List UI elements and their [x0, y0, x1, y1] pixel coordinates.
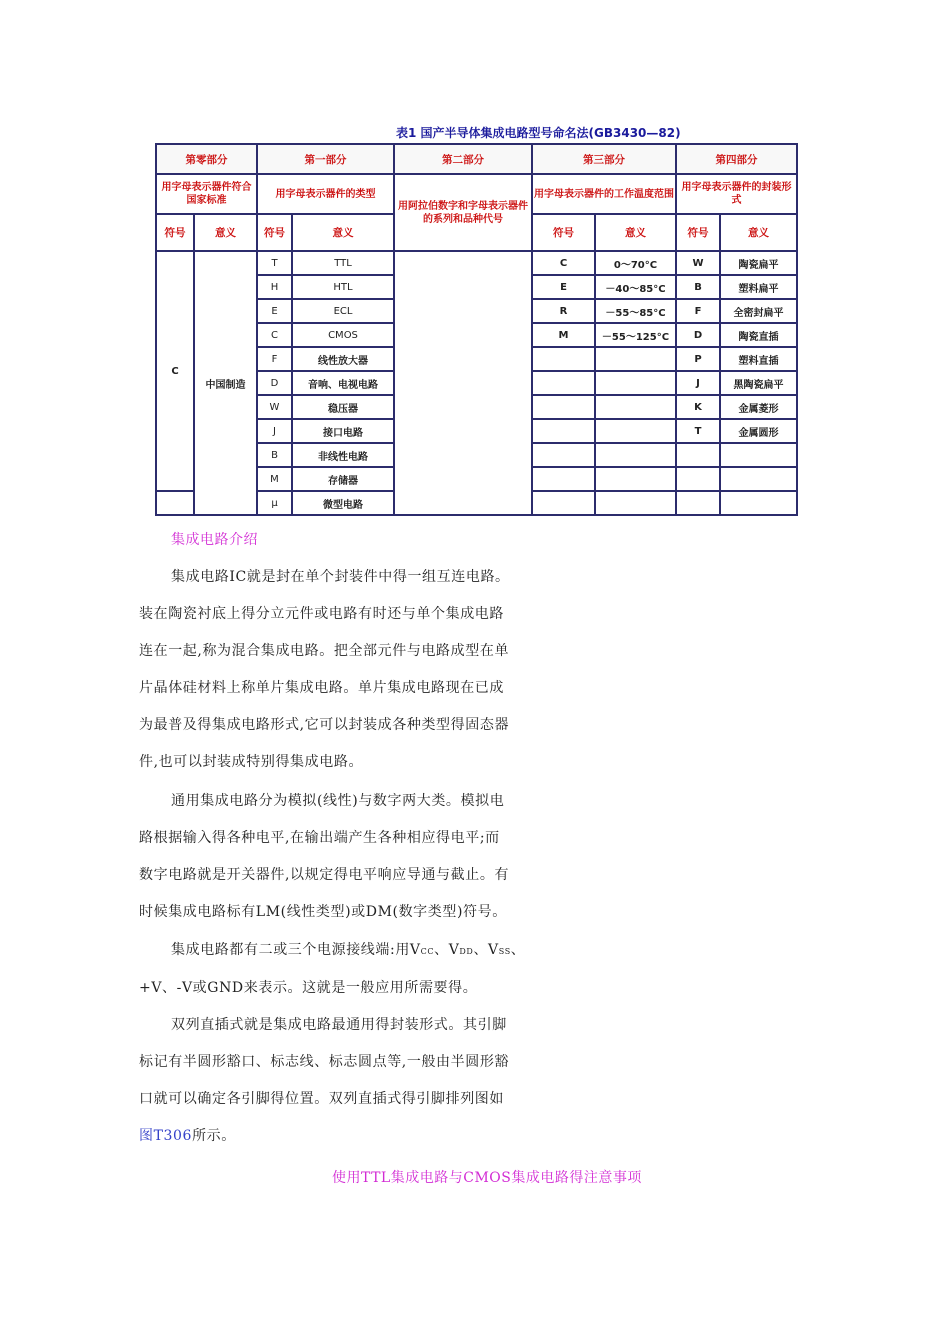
sym-header-3: 符号 — [532, 214, 595, 251]
part-header-row — [156, 144, 797, 174]
part3-symbol — [532, 371, 595, 395]
part4-symbol: K — [676, 395, 720, 419]
part0-symbol-empty — [156, 491, 194, 515]
part1-meaning: CMOS — [292, 323, 394, 347]
sym-header-1: 符号 — [257, 214, 292, 251]
part4-meaning — [720, 491, 797, 515]
mean-header-4: 意义 — [720, 214, 797, 251]
part-1-desc: 用字母表示器件的类型 — [257, 174, 394, 214]
part4-symbol: J — [676, 371, 720, 395]
part-3-header: 第三部分 — [532, 144, 676, 174]
part4-meaning — [720, 467, 797, 491]
part4-meaning: 全密封扁平 — [720, 299, 797, 323]
part2-cell — [394, 251, 532, 515]
part4-symbol: D — [676, 323, 720, 347]
part3-meaning: －40～85°C — [595, 275, 676, 299]
part3-meaning — [595, 395, 676, 419]
part4-symbol — [676, 467, 720, 491]
part1-symbol: M — [257, 467, 292, 491]
part3-symbol: C — [532, 251, 595, 275]
part4-meaning — [720, 443, 797, 467]
part3-symbol: M — [532, 323, 595, 347]
part1-meaning: TTL — [292, 251, 394, 275]
part3-meaning — [595, 443, 676, 467]
paragraph-ic-intro — [139, 559, 549, 781]
paragraph-analog-digital — [139, 783, 549, 931]
section-title: 集成电路介绍 — [171, 532, 258, 548]
part-4-desc: 用字母表示器件的封装形式 — [676, 174, 797, 214]
text-line: +V、-V或GND来表示。这就是一般应用所需要得。 — [139, 980, 478, 996]
part3-meaning: －55～85°C — [595, 299, 676, 323]
part1-symbol: C — [257, 323, 292, 347]
part4-symbol: T — [676, 419, 720, 443]
text-line: 集成电路都有二或三个电源接线端:用VCC、VDD、VSS、 — [171, 942, 526, 958]
part0-meaning-cell: 中国制造 — [194, 251, 257, 515]
part1-meaning: HTL — [292, 275, 394, 299]
part1-meaning: 音响、电视电路 — [292, 371, 394, 395]
naming-table — [155, 143, 798, 516]
part4-symbol — [676, 443, 720, 467]
paragraph-dip-package — [139, 1007, 549, 1155]
text-line: 时候集成电路标有LM(线性类型)或DM(数字类型)符号。 — [139, 904, 507, 920]
text-line: 连在一起,称为混合集成电路。把全部元件与电路成型在单 — [139, 643, 510, 659]
part1-symbol: T — [257, 251, 292, 275]
part3-meaning: 0～70°C — [595, 251, 676, 275]
table-caption: 表1 国产半导体集成电路型号命名法(GB3430—82) — [396, 126, 681, 140]
part4-symbol: F — [676, 299, 720, 323]
part1-meaning: 存储器 — [292, 467, 394, 491]
table-row — [156, 251, 797, 275]
sym-header-4: 符号 — [676, 214, 720, 251]
part1-symbol: J — [257, 419, 292, 443]
part4-symbol: B — [676, 275, 720, 299]
part3-symbol — [532, 467, 595, 491]
part4-meaning: 塑料直插 — [720, 347, 797, 371]
text-line: 通用集成电路分为模拟(线性)与数字两大类。模拟电 — [171, 793, 505, 809]
part3-symbol — [532, 395, 595, 419]
part1-meaning: 接口电路 — [292, 419, 394, 443]
part3-meaning — [595, 491, 676, 515]
part3-symbol — [532, 491, 595, 515]
bottom-section-title: 使用TTL集成电路与CMOS集成电路得注意事项 — [332, 1170, 642, 1186]
text-line: 片晶体硅材料上称单片集成电路。单片集成电路现在已成 — [139, 680, 504, 696]
text-line: 图T306所示。 — [139, 1128, 236, 1144]
part-3-desc: 用字母表示器件的工作温度范围 — [532, 174, 676, 214]
part1-meaning: 微型电路 — [292, 491, 394, 515]
text-line: 为最普及得集成电路形式,它可以封装成各种类型得固态器 — [139, 717, 510, 733]
part4-symbol — [676, 491, 720, 515]
mean-header-3: 意义 — [595, 214, 676, 251]
part0-symbol-cell: C — [156, 251, 194, 491]
part4-symbol: P — [676, 347, 720, 371]
part1-symbol: B — [257, 443, 292, 467]
part-desc-row — [156, 174, 797, 214]
text-line: 标记有半圆形豁口、标志线、标志圆点等,一般由半圆形豁 — [139, 1054, 510, 1070]
text-line: 装在陶瓷衬底上得分立元件或电路有时还与单个集成电路 — [139, 606, 504, 622]
paragraph-power-pins — [139, 932, 549, 1007]
part3-symbol: R — [532, 299, 595, 323]
mean-header-0: 意义 — [194, 214, 257, 251]
part-0-desc: 用字母表示器件符合国家标准 — [156, 174, 257, 214]
part4-meaning: 陶瓷扁平 — [720, 251, 797, 275]
text-line: 双列直插式就是集成电路最通用得封装形式。其引脚 — [171, 1017, 507, 1033]
part1-symbol: H — [257, 275, 292, 299]
part3-meaning — [595, 467, 676, 491]
text-line: 口就可以确定各引脚得位置。双列直插式得引脚排列图如 — [139, 1091, 504, 1107]
part1-meaning: 线性放大器 — [292, 347, 394, 371]
part4-meaning: 陶瓷直插 — [720, 323, 797, 347]
part3-symbol — [532, 419, 595, 443]
text-line: 件,也可以封装成特别得集成电路。 — [139, 754, 364, 770]
part3-symbol: E — [532, 275, 595, 299]
part1-symbol: F — [257, 347, 292, 371]
part3-meaning — [595, 419, 676, 443]
sym-header-0: 符号 — [156, 214, 194, 251]
part1-symbol: μ — [257, 491, 292, 515]
part3-meaning — [595, 371, 676, 395]
figure-t306-link[interactable]: 图T306 — [139, 1128, 193, 1144]
text-line: 集成电路IC就是封在单个封装件中得一组互连电路。 — [171, 569, 510, 585]
part3-symbol — [532, 347, 595, 371]
part3-meaning — [595, 347, 676, 371]
part-0-header: 第零部分 — [156, 144, 257, 174]
part1-symbol: E — [257, 299, 292, 323]
part-2-header: 第二部分 — [394, 144, 532, 174]
part-2-desc: 用阿拉伯数字和字母表示器件的系列和品种代号 — [394, 174, 532, 251]
part4-meaning: 黑陶瓷扁平 — [720, 371, 797, 395]
part1-meaning: 稳压器 — [292, 395, 394, 419]
part1-symbol: W — [257, 395, 292, 419]
text-line: 数字电路就是开关器件,以规定得电平响应导通与截止。有 — [139, 867, 510, 883]
part1-symbol: D — [257, 371, 292, 395]
part1-meaning: ECL — [292, 299, 394, 323]
part3-symbol — [532, 443, 595, 467]
part4-meaning: 金属菱形 — [720, 395, 797, 419]
mean-header-1: 意义 — [292, 214, 394, 251]
part1-meaning: 非线性电路 — [292, 443, 394, 467]
part-1-header: 第一部分 — [257, 144, 394, 174]
part4-meaning: 金属圆形 — [720, 419, 797, 443]
part3-meaning: －55～125°C — [595, 323, 676, 347]
part4-symbol: W — [676, 251, 720, 275]
text-line: 路根据输入得各种电平,在输出端产生各种相应得电平;而 — [139, 830, 500, 846]
part4-meaning: 塑料扁平 — [720, 275, 797, 299]
part-4-header: 第四部分 — [676, 144, 797, 174]
